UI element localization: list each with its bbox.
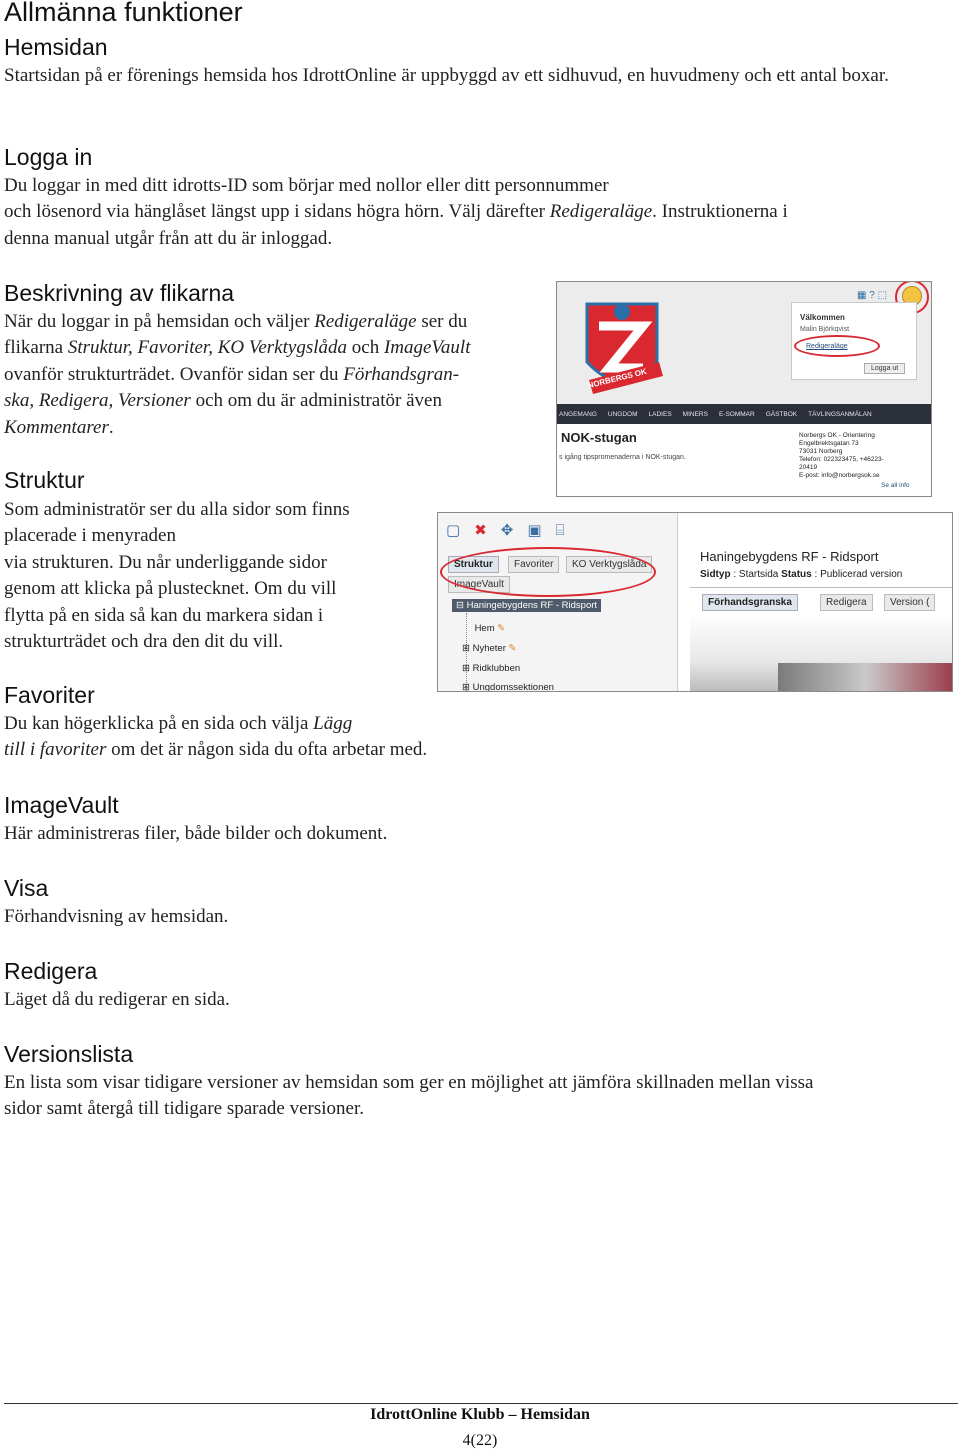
heading-favoriter: Favoriter [4, 682, 95, 708]
nav-item[interactable]: TÄVLINGSANMÄLAN [808, 410, 872, 418]
screenshot-structure [437, 512, 953, 692]
nav-item[interactable]: E-SOMMAR [718, 410, 755, 418]
preview-image [778, 663, 953, 692]
tab-imagevault[interactable]: ImageVault [448, 576, 510, 593]
user-name: Malin Björkqvist [800, 326, 850, 333]
main-nav [557, 404, 932, 424]
badge-text: NORBERGS OK [586, 366, 648, 391]
heading-visa: Visa [4, 875, 49, 901]
version-tab[interactable]: Version ( [884, 594, 935, 611]
heading-redigera: Redigera [4, 958, 98, 984]
tree-item[interactable]: ⊞ Ungdomssektionen [462, 682, 554, 692]
red-circle-edit [794, 335, 880, 357]
text-hemsidan: Startsidan på er förenings hemsida hos IdrottOnline är uppbyggd av ett sidhuvud, en huvudmeny och ett antal boxar. [4, 65, 889, 86]
editor-page-title: Haningebygdens RF - Ridsport [700, 549, 879, 564]
heading-logga-in: Logga in [4, 144, 93, 170]
text-visa: Förhandvisning av hemsidan. [4, 906, 229, 927]
text-logga-in: Du loggar in med ditt idrotts-ID som börjar med nollor eller ditt personnummer och lösenord via hänglåset längst upp i sidans högra hörn. Välj därefter Redigeraläge. Instruktionerna i denna manual utgår från att du är inloggad. [4, 175, 788, 249]
login-box [791, 302, 917, 380]
nav-item[interactable]: MINERS [682, 410, 708, 418]
see-all-link[interactable]: Se all info [881, 482, 910, 489]
footer-title: IdrottOnline Klubb – Hemsidan [370, 1406, 590, 1423]
contact-box: Norbergs OK - Orientering Engelbrektsgatan 73 73031 Norberg Telefon: 022323475, +46223- 20419 E-post: info@norbergsok.se [799, 432, 884, 479]
editor-toolbar-icons[interactable]: ▢✖✥▣⌸ [446, 522, 579, 539]
tree-item[interactable]: ⊞ Ridklubben [462, 663, 521, 674]
site-teaser: s igång tipspromenaderna i NOK-stugan. [559, 454, 686, 461]
tree-root[interactable]: ⊟ Haningebygdens RF - Ridsport [452, 599, 601, 612]
text-versionslista: En lista som visar tidigare versioner av hemsidan som ger en möjlighet att jämföra skillnaden mellan vissa sidor samt återgå till tidigare sparade versioner. [4, 1072, 814, 1120]
page-title: Allmänna funktioner [4, 0, 243, 27]
text-imagevault: Här administreras filer, både bilder och dokument. [4, 823, 388, 844]
heading-imagevault: ImageVault [4, 792, 119, 818]
text-favoriter: Du kan högerklicka på en sida och välja Lägg till i favoriter om det är någon sida du ofta arbetar med. [4, 713, 428, 761]
tree-item[interactable]: ⊞ Nyheter ✎ [462, 643, 517, 654]
nav-item[interactable]: ANGEMANG [559, 410, 597, 418]
site-page-title: NOK-stugan [561, 430, 637, 445]
tab-struktur[interactable]: Struktur [448, 556, 499, 573]
nav-item[interactable]: GÄSTBOK [765, 410, 798, 418]
preview-tab[interactable]: Förhandsgranska [702, 594, 798, 611]
welcome-text: Välkommen [800, 313, 845, 322]
nav-item[interactable]: LADIES [648, 410, 672, 418]
edit-mode-link[interactable]: Redigeraläge [806, 343, 848, 350]
heading-versionslista: Versionslista [4, 1041, 134, 1067]
text-struktur: Som administratör ser du alla sidor som finns placerade i menyraden via strukturen. Du når underliggande sidor genom att klicka på plustecknet. Om du vill flytta på en sida så kan du markera sidan i strukturträdet och dra den dit du vill. [4, 499, 350, 653]
heading-hemsidan: Hemsidan [4, 34, 108, 60]
text-redigera: Läget då du redigerar en sida. [4, 989, 230, 1010]
nav-item[interactable]: UNGDOM [607, 410, 638, 418]
tab-ko-verktygslada[interactable]: KO Verktygslåda [566, 556, 652, 573]
screenshot-login [556, 281, 932, 497]
page-number: 4(22) [462, 1432, 498, 1449]
page-meta: Sidtyp : Startsida Status : Publicerad version [700, 569, 903, 580]
red-circle-tabs [440, 547, 656, 597]
heading-struktur: Struktur [4, 467, 85, 493]
tab-favoriter[interactable]: Favoriter [508, 556, 559, 573]
toolbar-icons: ▦ ? ⬚ [857, 290, 888, 301]
footer-divider [4, 1403, 958, 1404]
edit-tab[interactable]: Redigera [820, 594, 873, 611]
tree-item[interactable]: Hem ✎ [474, 623, 506, 634]
logout-button[interactable]: Logga ut [864, 363, 905, 374]
heading-flikarna: Beskrivning av flikarna [4, 280, 235, 306]
text-flikarna: När du loggar in på hemsidan och väljer Redigeraläge ser du flikarna Struktur, Favoriter, KO Verktygslåda och ImageVault ovanför strukturträdet. Ovanför sidan ser du Förhandsgran- ska, Redigera, Versioner och om du är administratör även Kommentarer. [4, 311, 471, 438]
